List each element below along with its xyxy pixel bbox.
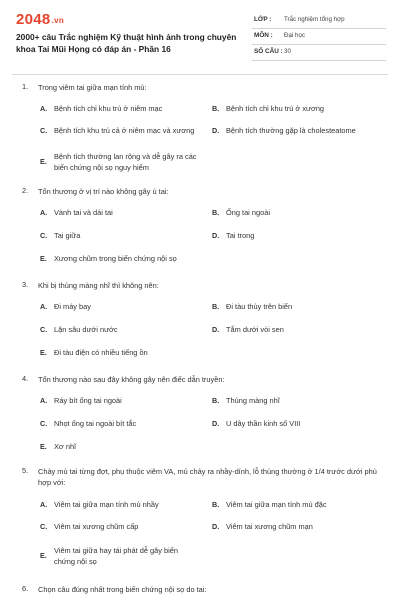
site-logo[interactable] xyxy=(16,11,64,28)
question-text: Trong viêm tai giữa mạn tính mủ: xyxy=(38,83,147,92)
question-text: Tổn thương ở vị trí nào không gây ù tai: xyxy=(38,187,169,196)
question-number: 3. xyxy=(22,280,29,289)
question-text: Khi bị thủng màng nhĩ thì không nên: xyxy=(38,281,159,290)
option-text: U dây thần kinh số VIII xyxy=(226,419,301,428)
option-letter: A. xyxy=(40,302,48,311)
option-letter: B. xyxy=(212,104,220,113)
option-letter: E. xyxy=(40,551,47,560)
question-text: Tổn thương nào sau đây không gây nên điếc dẫn truyền: xyxy=(38,375,225,384)
option-letter: D. xyxy=(212,419,220,428)
option-text: Bệnh tích thường lan rộng và dễ gây ra các biến chứng nội sọ nguy hiểm xyxy=(54,152,197,172)
option-letter: A. xyxy=(40,104,48,113)
option-text: Bệnh tích chỉ khu trú ở xương xyxy=(226,104,325,113)
option-letter: A. xyxy=(40,500,48,509)
document-title: 2000+ câu Trắc nghiệm Kỹ thuật hình ảnh trong chuyên khoa Tai Mũi Họng có đáp án - Phần 16 xyxy=(16,32,237,54)
option-letter: D. xyxy=(212,126,220,135)
meta-label: LỚP : xyxy=(254,16,272,23)
option-text: Nhọt ống tai ngoài bít tắc xyxy=(54,419,137,428)
meta-value: 30 xyxy=(284,48,291,55)
option-text: Tai trong xyxy=(226,231,255,240)
question-number: 6. xyxy=(22,584,29,593)
option-letter: B. xyxy=(212,396,220,405)
option-text: Vành tai và dái tai xyxy=(54,208,113,217)
option-text: Đi tàu điện có nhiều tiếng ồn xyxy=(54,348,148,357)
question-number: 5. xyxy=(22,466,29,475)
option-text: Viêm tai giữa mạn tính mủ đặc xyxy=(226,500,327,509)
meta-value: Đại học xyxy=(284,32,305,39)
option-letter: E. xyxy=(40,254,47,263)
logo-main: 2048 xyxy=(16,11,51,28)
option-letter: E. xyxy=(40,442,47,451)
option-letter: E. xyxy=(40,157,47,166)
option-text: Viêm tai xương chũm cấp xyxy=(54,522,139,531)
meta-row-subject xyxy=(252,29,386,45)
question-number: 2. xyxy=(22,186,29,195)
option-text: Ráy bít ống tai ngoài xyxy=(54,396,122,405)
option-text: Lặn sâu dưới nước xyxy=(54,325,118,334)
meta-table xyxy=(252,13,386,61)
option-letter: D. xyxy=(212,325,220,334)
option-letter: D. xyxy=(212,522,220,531)
option-text: Đi máy bay xyxy=(54,302,91,311)
option-text: Viêm tai giữa hay tái phát dễ gây biến chứng nội sọ xyxy=(54,546,178,566)
meta-label: MÔN : xyxy=(254,32,273,39)
page-header xyxy=(0,0,400,70)
option-text: Xơ nhĩ xyxy=(54,442,77,451)
option-letter: E. xyxy=(40,348,47,357)
meta-row-class xyxy=(252,13,386,29)
meta-label: SỐ CÂU : xyxy=(254,48,283,55)
option-text: Bệnh tích chỉ khu trú ở niêm mạc xyxy=(54,104,163,113)
option-text: Tắm dưới vòi sen xyxy=(226,325,284,334)
question-text: Chảy mủ tai từng đợt, phụ thuộc viêm VA, mủ chảy ra nhầy-dính, lỗ thủng thường ở 1/4 trước dưới phù hợp với: xyxy=(38,467,377,487)
question-number: 4. xyxy=(22,374,29,383)
option-text: Tai giữa xyxy=(54,231,81,240)
header-divider xyxy=(12,74,388,75)
logo-suffix: .vn xyxy=(51,16,65,25)
option-letter: A. xyxy=(40,396,48,405)
option-text: Xương chũm trong biến chứng nội sọ xyxy=(54,254,177,263)
option-text: Bệnh tích khu trú cả ở niêm mạc và xương xyxy=(54,126,195,135)
option-letter: B. xyxy=(212,500,220,509)
option-letter: C. xyxy=(40,325,48,334)
option-letter: B. xyxy=(212,208,220,217)
option-text: Viêm tai giữa mạn tính mủ nhầy xyxy=(54,500,159,509)
option-letter: B. xyxy=(212,302,220,311)
option-text: Ống tai ngoài xyxy=(226,208,270,217)
option-text: Viêm tai xương chũm mạn xyxy=(226,522,313,531)
option-letter: A. xyxy=(40,208,48,217)
option-letter: C. xyxy=(40,419,48,428)
option-letter: C. xyxy=(40,231,48,240)
option-text: Thủng màng nhĩ xyxy=(226,396,280,405)
meta-value: Trắc nghiệm tổng hợp xyxy=(284,16,345,23)
option-letter: C. xyxy=(40,522,48,531)
question-number: 1. xyxy=(22,82,29,91)
option-text: Đi tàu thủy trên biển xyxy=(226,302,293,311)
question-text: Chọn câu đúng nhất trong biến chứng nội sọ do tai: xyxy=(38,585,207,594)
option-letter: D. xyxy=(212,231,220,240)
meta-row-count xyxy=(252,45,386,61)
option-text: Bệnh tích thường gặp là cholesteatome xyxy=(226,126,356,135)
option-letter: C. xyxy=(40,126,48,135)
